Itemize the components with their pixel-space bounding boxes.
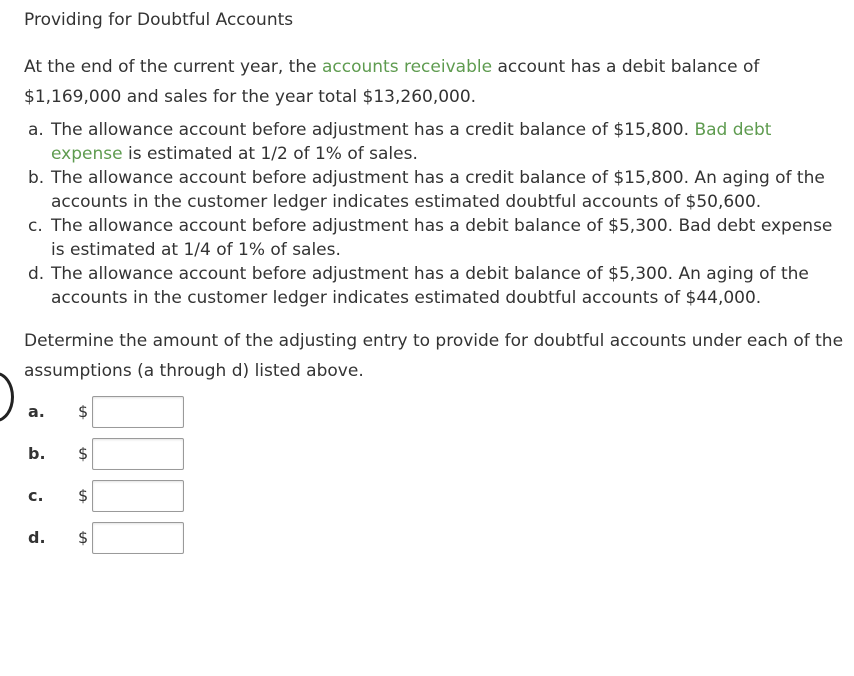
dollar-sign: $ <box>78 528 89 547</box>
assumption-list <box>28 118 848 310</box>
assumption-text <box>51 118 848 166</box>
answer-input-d[interactable] <box>92 522 184 554</box>
assumption-item-b <box>28 166 848 214</box>
page-title: Providing for Doubtful Accounts <box>24 10 294 30</box>
answer-input-a[interactable] <box>92 396 184 428</box>
assumption-text: The allowance account before adjustment has a credit balance of $15,800. An aging of the accounts in the customer ledger indicates estimated doubtful accounts of $50,600. <box>51 168 825 212</box>
assumption-item-a <box>28 118 848 166</box>
intro-paragraph <box>24 52 824 112</box>
dollar-sign: $ <box>78 486 89 505</box>
assumption-item-c <box>28 214 848 262</box>
answer-label: a. <box>28 402 45 421</box>
intro-text-start: At the end of the current year, the <box>24 57 322 77</box>
answer-input-c[interactable] <box>92 480 184 512</box>
assumption-text: The allowance account before adjustment has a debit balance of $5,300. Bad debt expense is estimated at 1/4 of 1% of sales. <box>51 216 833 260</box>
bad-debt-expense-link[interactable]: Bad debt expense <box>51 120 772 164</box>
answer-label: c. <box>28 486 44 505</box>
dollar-sign: $ <box>78 444 89 463</box>
assumption-letter: a. <box>28 120 44 140</box>
assumption-text: The allowance account before adjustment has a debit balance of $5,300. An aging of the accounts in the customer ledger indicates estimated doubtful accounts of $44,000. <box>51 264 809 308</box>
assumption-item-d <box>28 262 848 310</box>
assumption-letter: c. <box>28 216 43 236</box>
assumption-text-start: The allowance account before adjustment has a credit balance of $15,800. <box>51 120 695 140</box>
partial-circle-mark <box>0 372 14 422</box>
answer-input-b[interactable] <box>92 438 184 470</box>
intro-text-end: account has a debit balance of $1,169,000 and sales for the year total $13,260,000. <box>24 57 760 107</box>
assumption-text-end: is estimated at 1/2 of 1% of sales. <box>122 144 418 164</box>
answer-label: d. <box>28 528 46 547</box>
question-text: Determine the amount of the adjusting entry to provide for doubtful accounts under each of the assumptions (a through d) listed above. <box>24 331 844 381</box>
dollar-sign: $ <box>78 402 89 421</box>
assumption-letter: d. <box>28 264 45 284</box>
answer-label: b. <box>28 444 46 463</box>
assumption-letter: b. <box>28 168 45 188</box>
accounts-receivable-link[interactable]: accounts receivable <box>322 57 493 77</box>
